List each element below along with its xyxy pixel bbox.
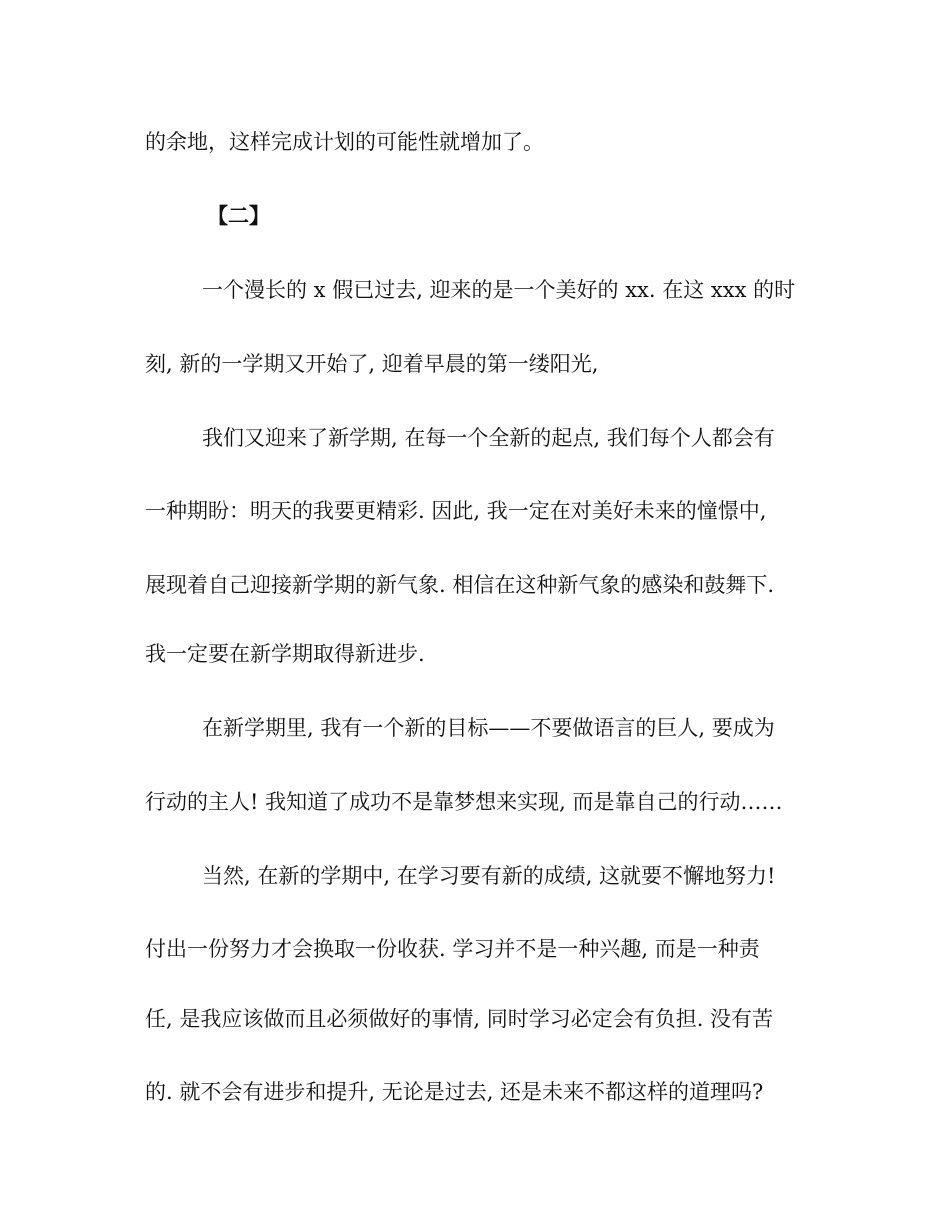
paragraph-3-line-1: 在新学期里, 我有一个新的目标——不要做语言的巨人, 要成为 [202, 716, 775, 740]
paragraph-2-line-1: 我们又迎来了新学期, 在每一个全新的起点, 我们每个人都会有 [202, 426, 775, 450]
paragraph-4-line-3: 任, 是我应该做而且必须做好的事情, 同时学习必定会有负担. 没有苦 [145, 1007, 774, 1031]
paragraph-2-line-3: 展现着自己迎接新学期的新气象. 相信在这种新气象的感染和鼓舞下. [145, 573, 775, 597]
paragraph-4-line-1: 当然, 在新的学期中, 在学习要有新的成绩, 这就要不懈地努力! [202, 864, 776, 888]
paragraph-2-line-4: 我一定要在新学期取得新进步. [145, 642, 425, 666]
text-line-continuation: 的余地，这样完成计划的可能性就增加了。 [145, 130, 544, 154]
paragraph-4-line-4: 的. 就不会有进步和提升, 无论是过去, 还是未来不都这样的道理吗? [145, 1080, 764, 1104]
section-heading: 【二】 [207, 203, 270, 228]
paragraph-4-line-2: 付出一份努力才会换取一份收获. 学习并不是一种兴趣, 而是一种责 [145, 937, 760, 961]
paragraph-1-line-1: 一个漫长的 x 假已过去, 迎来的是一个美好的 xx. 在这 xxx 的时 [202, 278, 796, 302]
paragraph-3-line-2: 行动的主人! 我知道了成功不是靠梦想来实现, 而是靠自己的行动…… [145, 790, 783, 814]
paragraph-2-line-2: 一种期盼：明天的我要更精彩. 因此, 我一定在对美好未来的憧憬中, [145, 499, 767, 523]
paragraph-1-line-2: 刻, 新的一学期又开始了, 迎着早晨的第一缕阳光, [145, 352, 599, 376]
